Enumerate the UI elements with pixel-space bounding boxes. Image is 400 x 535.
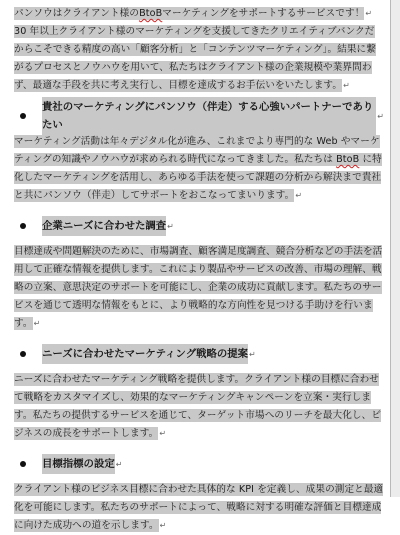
section-heading[interactable] bbox=[14, 453, 384, 475]
paragraph-mark-icon: ↵ bbox=[343, 81, 350, 90]
section-heading[interactable] bbox=[14, 215, 384, 237]
text-run: に特化したマーケティングを活用し、あらゆる手法を使って課題の分析から解決まで貴社と共にパンソウ（伴走）してサポートをおこなってまいります。 bbox=[14, 154, 382, 201]
section-heading-text: ニーズに合わせたマーケティング戦略の提案 bbox=[42, 344, 248, 364]
workspace-background bbox=[391, 0, 400, 497]
spellcheck-flagged-word: BtoB bbox=[139, 8, 163, 19]
bullet-icon bbox=[20, 113, 26, 119]
body-paragraph[interactable] bbox=[14, 371, 384, 443]
paragraph-mark-icon: ↵ bbox=[167, 221, 174, 231]
paragraph-mark-icon: ↵ bbox=[33, 319, 41, 328]
paragraph-mark-icon: ↵ bbox=[365, 9, 373, 18]
section-heading-text: 目標指標の設定 bbox=[42, 454, 115, 474]
bullet-icon bbox=[20, 461, 26, 467]
body-paragraph[interactable] bbox=[14, 243, 384, 333]
body-paragraph[interactable] bbox=[14, 23, 384, 95]
text-run: マーケティング活動は年々デジタル化が進み、これまでより専門的な Web やマーケティングの知識やノウハウが求められる時代になってきました。私たちは bbox=[14, 136, 380, 165]
paragraph-mark-icon: ↵ bbox=[377, 111, 384, 121]
paragraph-mark-icon: ↵ bbox=[159, 429, 167, 438]
highlighted-text bbox=[14, 135, 382, 202]
paragraph-mark-icon: ↵ bbox=[159, 521, 167, 530]
highlighted-text bbox=[14, 373, 381, 440]
section-heading-text: 企業ニーズに合わせた調査 bbox=[42, 216, 166, 236]
text-run: ニーズに合わせたマーケティング戦略を提供します。クライアント様の目標に合わせて戦略をカスタマイズし、効果的なマーケティングキャンペーンを立案・実行します。私たちの提供するサービスを通じて、ターゲット市場へのリーチを最大化し、ビジネスの成長をサポートします。 bbox=[14, 374, 382, 439]
document-body[interactable] bbox=[14, 5, 384, 535]
highlighted-text bbox=[14, 483, 383, 532]
text-run: パンソウはクライアント様の bbox=[14, 8, 140, 19]
highlighted-text bbox=[14, 25, 376, 92]
paragraph-mark-icon: ↵ bbox=[249, 349, 256, 359]
paragraph-mark-icon: ↵ bbox=[115, 459, 123, 469]
bullet-icon bbox=[20, 223, 26, 229]
highlighted-text bbox=[14, 245, 382, 330]
text-run: クライアント様のビジネス目標に合わせた具体的な KPI を定義し、成果の測定と最適化を可能にします。私たちのサポートによって、戦略に対する明確な評価と目標達成に向けた成功への道を示します。 bbox=[14, 484, 384, 531]
body-paragraph[interactable] bbox=[14, 481, 384, 535]
body-paragraph[interactable] bbox=[14, 133, 384, 205]
text-run: マーケティングをサポートするサービスです！ bbox=[162, 8, 365, 19]
spellcheck-flagged-word: BtoB bbox=[336, 154, 360, 165]
highlighted-text bbox=[14, 7, 364, 20]
bullet-icon bbox=[20, 351, 26, 357]
section-heading[interactable] bbox=[14, 101, 384, 131]
text-run: 30 年以上クライアント様のマーケティングを支援してきたクリエイティブバンクだからこそできる精度の高い「顧客分析」と「コンテンツマーケティング」。結果に繋がるプロセスとノウハウを用いて、私たちはクライアント様の企業規模や業界問わず、最適な手段を共に考え実行し、目標を達成するお手伝いをいたします。 bbox=[14, 26, 376, 91]
section-heading[interactable] bbox=[14, 343, 384, 365]
paragraph-mark-icon: ↵ bbox=[295, 191, 303, 200]
section-heading-text: 貴社のマーケティングにパンソウ（伴走）する心強いパートナーでありたい bbox=[42, 97, 376, 135]
text-run: 目標達成や問題解決のために、市場調査、顧客満足度調査、競合分析などの手法を活用して正確な情報を提供します。これにより製品やサービスの改善、市場の理解、戦略の立案、意思決定のサポートを可能にし、企業の成功に貢献します。私たちのサービスを通じて透明な情報をもとに、より戦略的な方向性を見つける手助けを行います。 bbox=[14, 246, 383, 329]
body-paragraph[interactable] bbox=[14, 5, 384, 23]
